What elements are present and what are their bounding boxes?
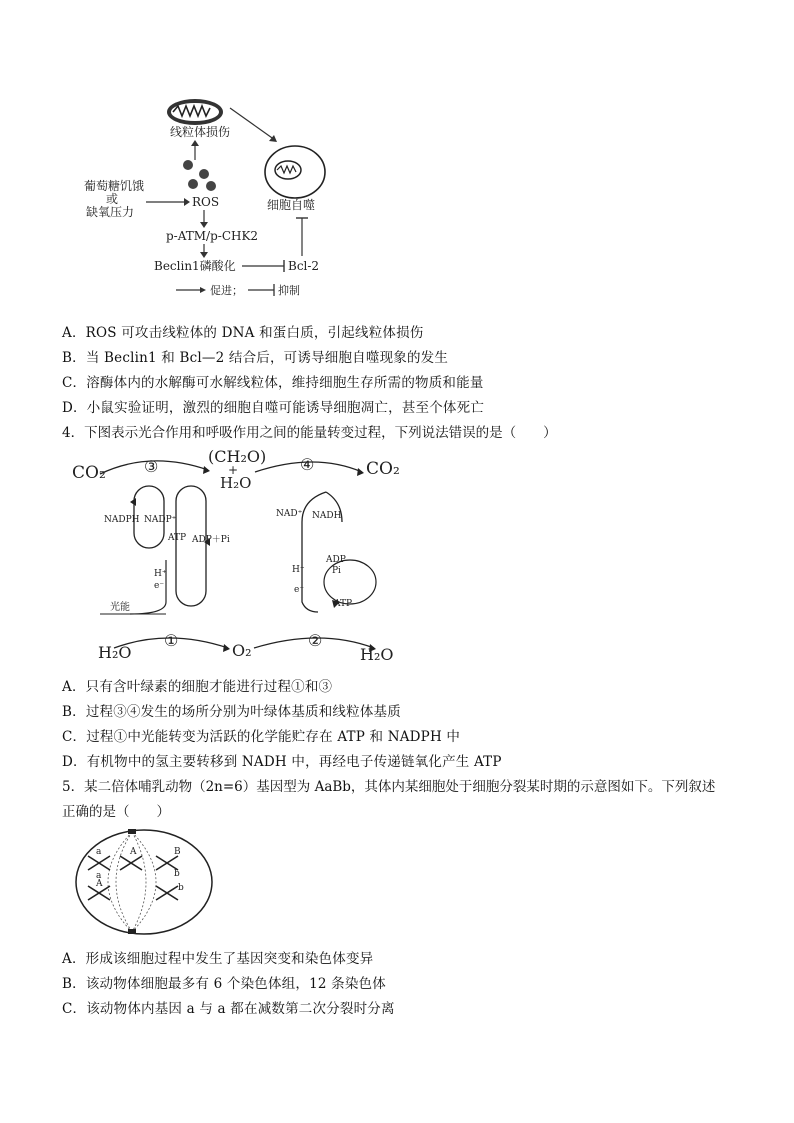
gene-a-upper-label: a bbox=[96, 847, 102, 857]
atp-right-label: ATP bbox=[334, 599, 353, 609]
pi-right-label: Pi bbox=[332, 566, 341, 576]
q3-option-c: C．溶酶体内的水解酶可水解线粒体，维持细胞生存所需的物质和能量 bbox=[62, 375, 484, 391]
stress-label-line1: 葡萄糖饥饿 bbox=[84, 179, 145, 193]
autophagy-pathway-figure bbox=[80, 90, 370, 305]
energy-conversion-figure bbox=[70, 442, 410, 667]
bcl2-label: Bcl-2 bbox=[288, 259, 320, 273]
stress-label-line2: 或 bbox=[106, 192, 119, 206]
q4-option-d: D．有机物中的氢主要转移到 NADH 中，再经电子传递链氧化产生 ATP bbox=[62, 754, 502, 770]
dividing-cell-figure bbox=[70, 826, 220, 938]
autophagy-cell-icon bbox=[265, 146, 325, 198]
q4-option-c: C．过程①中光能转变为活跃的化学能贮存在 ATP 和 NADPH 中 bbox=[62, 729, 461, 745]
h2o-right-label: H₂O bbox=[360, 645, 394, 664]
nadp-plus-label: NADP⁺ bbox=[144, 515, 177, 525]
gene-b-2-label: b bbox=[178, 883, 184, 893]
q3-option-b: B．当 Beclin1 和 Bcl—2 结合后，可诱导细胞自噬现象的发生 bbox=[62, 350, 449, 366]
gene-B-label: B bbox=[174, 847, 181, 857]
gene-A-mid-label: A bbox=[130, 847, 137, 857]
q5-stem-line1: 5．某二倍体哺乳动物（2n=6）基因型为 AaBb，其体内某细胞处于细胞分裂某时期的示意图如下。下列叙述 bbox=[62, 779, 716, 795]
circle1-label: ① bbox=[164, 631, 179, 650]
adp-pi-left-label: ADP＋Pi bbox=[192, 535, 230, 545]
h-plus-right-label: H⁺ bbox=[292, 565, 305, 575]
circle2-label: ② bbox=[308, 631, 323, 650]
h-plus-left-label: H⁺ bbox=[154, 569, 167, 579]
figure1-legend bbox=[176, 283, 300, 297]
nadh-label: NADH bbox=[312, 511, 342, 521]
o2-label: O₂ bbox=[232, 641, 252, 660]
mitochondrion-icon bbox=[167, 99, 223, 125]
circle3-label: ③ bbox=[144, 457, 159, 476]
gene-a-lower-label: a bbox=[96, 871, 102, 881]
stress-label-line3: 缺氧压力 bbox=[86, 205, 135, 219]
atp-left-label: ATP bbox=[168, 533, 187, 543]
q5-stem-line2: 正确的是（ ） bbox=[62, 804, 170, 820]
e-left-label: e⁻ bbox=[154, 581, 165, 591]
q3-option-d: D．小鼠实验证明，激烈的细胞自噬可能诱导细胞凋亡，甚至个体死亡 bbox=[62, 400, 485, 416]
ch2o-label: (CH₂O) bbox=[208, 447, 267, 466]
ros-label: ROS bbox=[192, 195, 220, 209]
h2o-left-label: H₂O bbox=[98, 643, 132, 662]
gene-A-low-label: A bbox=[96, 879, 103, 889]
light-label: 光能 bbox=[110, 602, 130, 613]
legend-promote-label: 促进； bbox=[210, 284, 243, 297]
nadph-left-label: NADPH bbox=[104, 515, 140, 525]
q5-option-b: B．该动物体细胞最多有 6 个染色体组，12 条染色体 bbox=[62, 976, 386, 992]
mito-damage-label: 线粒体损伤 bbox=[170, 125, 231, 139]
h2o-top-label: H₂O bbox=[220, 474, 252, 492]
legend-inhibit-label: 抑制 bbox=[278, 284, 300, 297]
beclin-label: Beclin1磷酸化 bbox=[154, 259, 236, 273]
q3-option-a: A．ROS 可攻击线粒体的 DNA 和蛋白质，引起线粒体损伤 bbox=[62, 325, 424, 341]
ros-particles-icon bbox=[183, 160, 216, 191]
adp-right-label: ADP bbox=[326, 555, 346, 565]
plus-label: + bbox=[228, 463, 239, 477]
q5-option-a: A．形成该细胞过程中发生了基因突变和染色体变异 bbox=[62, 951, 374, 967]
nad-plus-label: NAD⁺ bbox=[276, 509, 303, 519]
circle4-label: ④ bbox=[300, 455, 315, 474]
q4-stem: 4．下图表示光合作用和呼吸作用之间的能量转变过程，下列说法错误的是（ ） bbox=[62, 425, 557, 441]
q4-option-b: B．过程③④发生的场所分别为叶绿体基质和线粒体基质 bbox=[62, 704, 401, 720]
autophagy-label: 细胞自噬 bbox=[267, 198, 316, 212]
co2-left-label: CO₂ bbox=[72, 463, 106, 483]
co2-right-label: CO₂ bbox=[366, 459, 400, 479]
q4-option-a: A．只有含叶绿素的细胞才能进行过程①和③ bbox=[62, 679, 333, 695]
kinase-label: p-ATM/p-CHK2 bbox=[166, 229, 259, 243]
e-right-label: e⁻ bbox=[294, 585, 305, 595]
gene-b-1-label: b bbox=[174, 869, 180, 879]
q5-option-c: C．该动物体内基因 a 与 a 都在减数第二次分裂时分离 bbox=[62, 1001, 395, 1017]
